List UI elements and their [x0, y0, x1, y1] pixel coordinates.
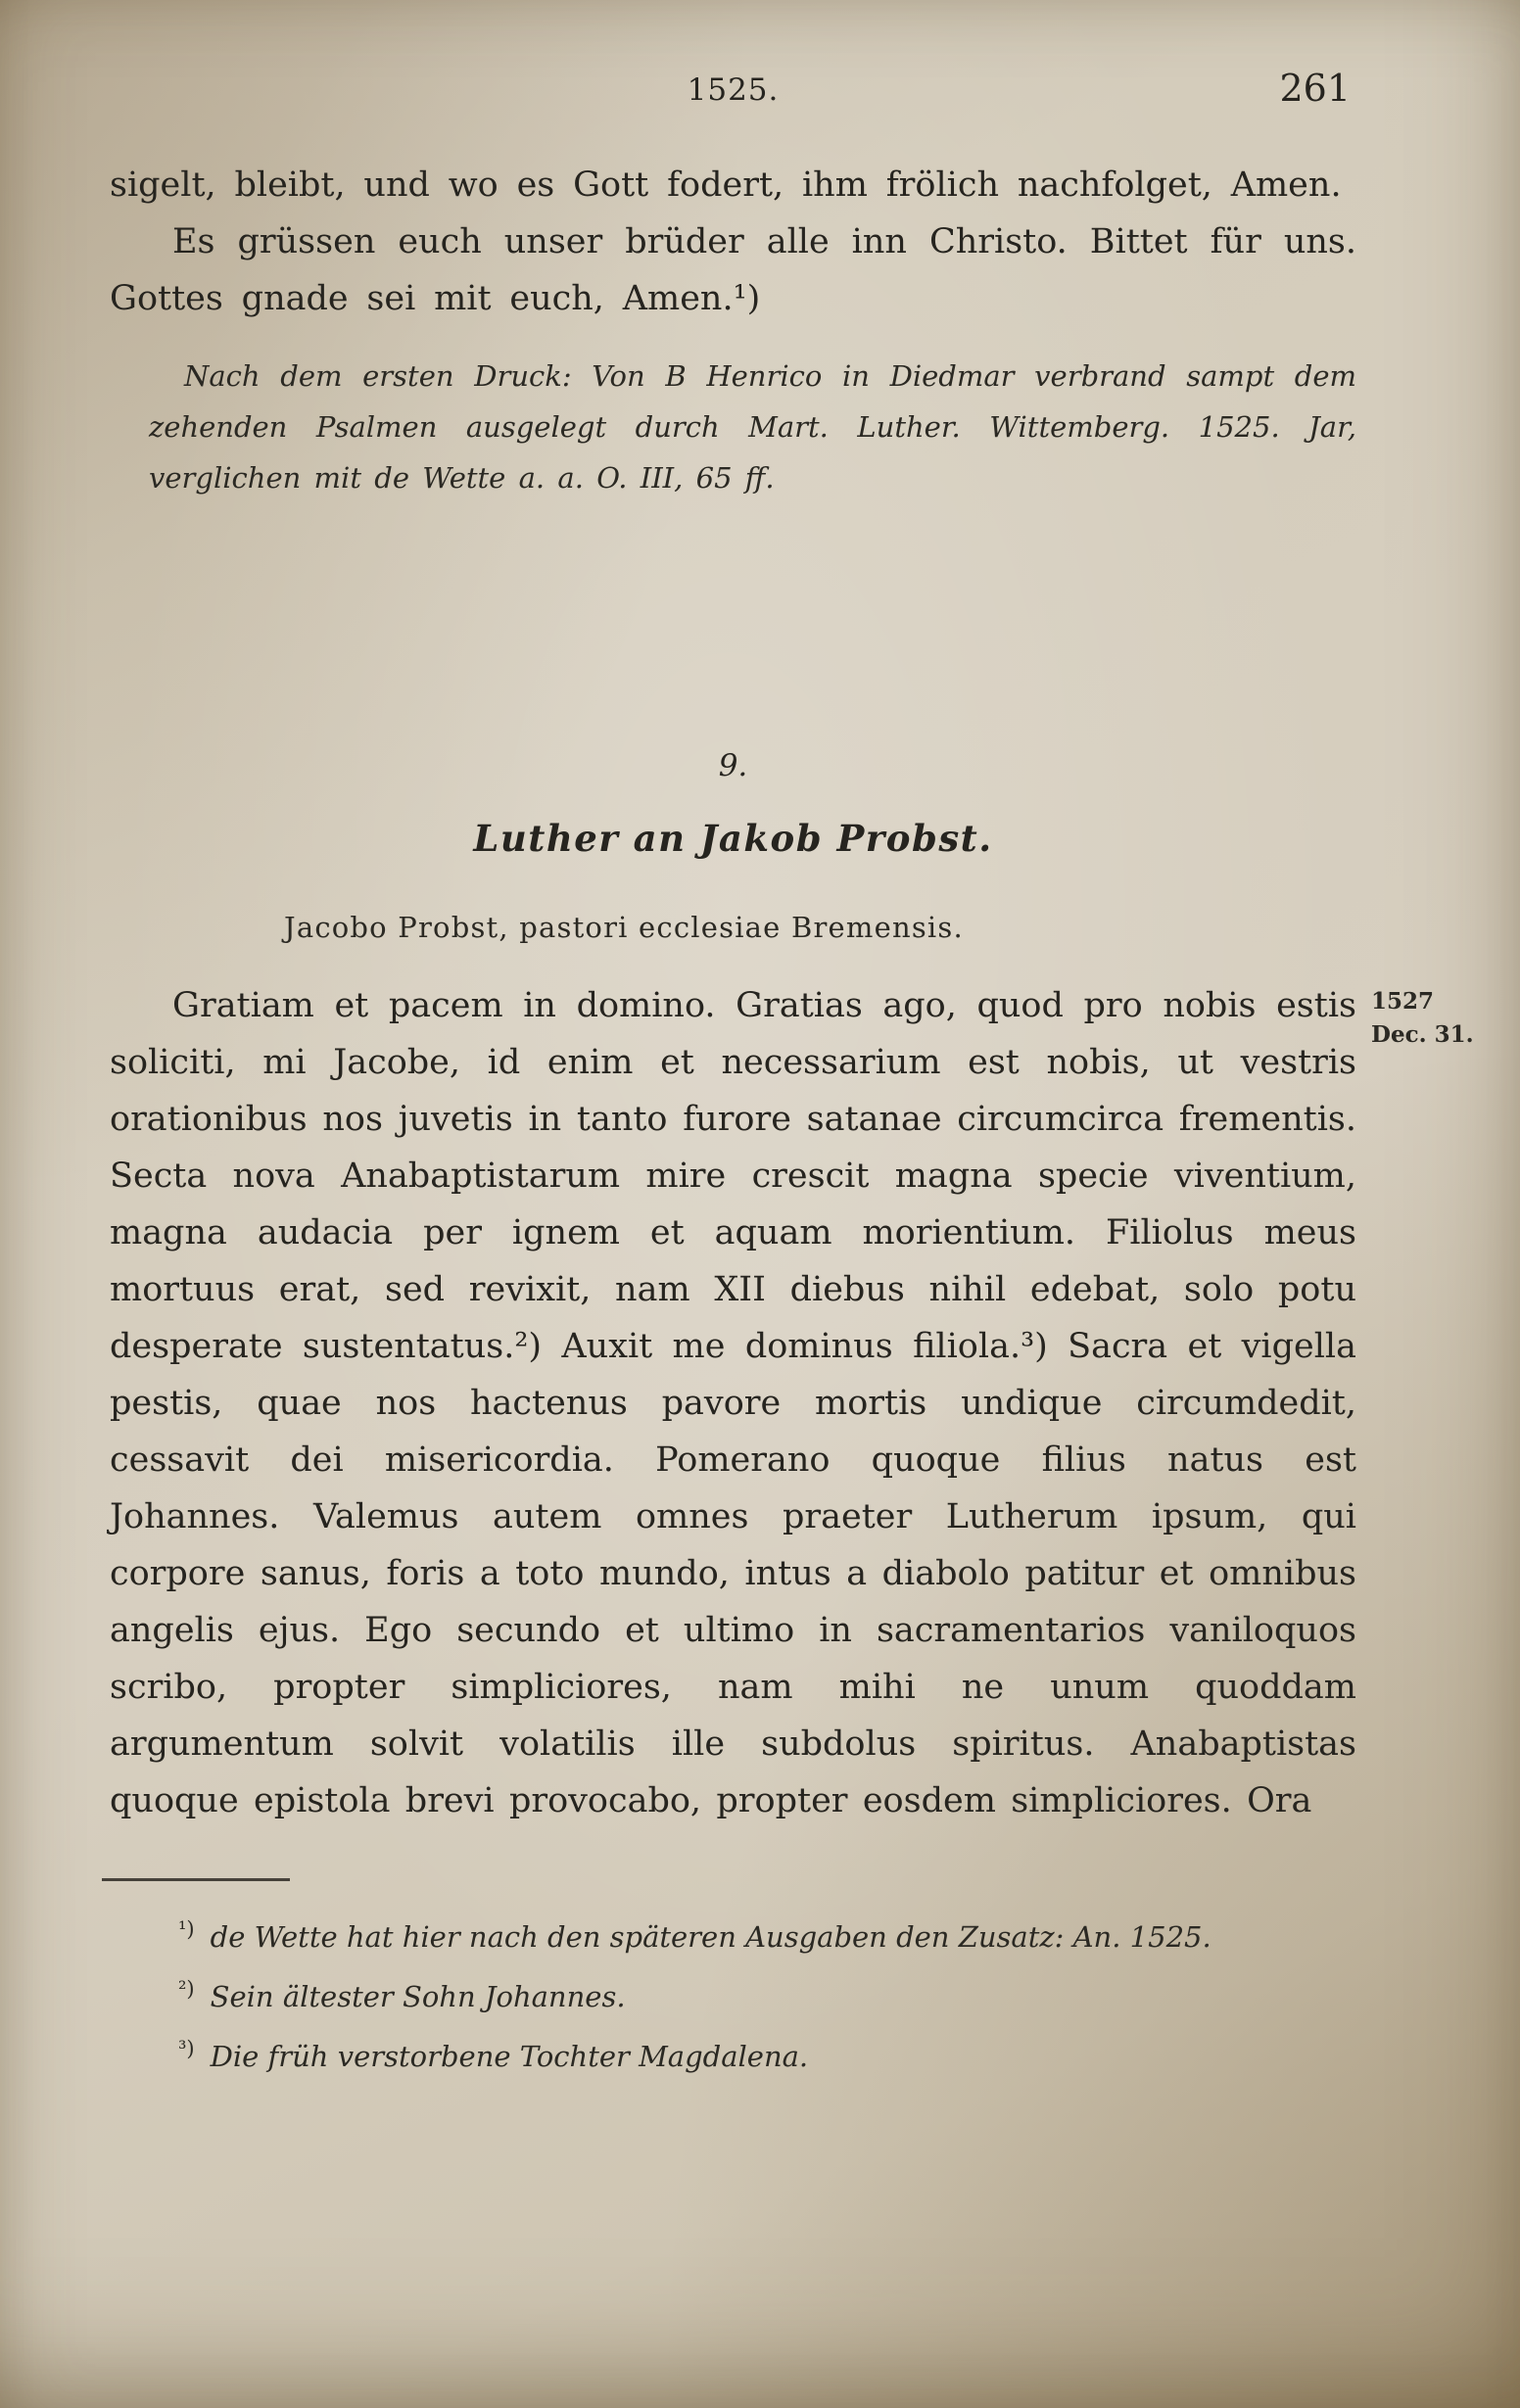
- margin-note-year: 1527: [1371, 988, 1435, 1015]
- paragraph-greeting: Es grüssen euch unser brüder alle inn Christo. Bittet für uns. Gottes gnade sei mit euch, Amen.¹): [110, 222, 1356, 318]
- running-head-year: 1525.: [687, 72, 780, 108]
- letter-body-section: [110, 977, 1474, 1829]
- footnote-1-marker: ¹): [178, 1917, 195, 1941]
- footnote-3-marker: ³): [178, 2037, 195, 2060]
- letter-salutation: Jacobo Probst, pastori ecclesiae Bremensis.: [284, 911, 964, 944]
- footnote-2-text: Sein ältester Sohn Johannes.: [210, 1980, 626, 2013]
- page-header: [110, 67, 1356, 123]
- footnote-3: [178, 2028, 1356, 2088]
- footnote-3-text: Die früh verstorbene Tochter Magdalena.: [210, 2040, 809, 2073]
- footnote-2-marker: ²): [178, 1977, 195, 2001]
- footnote-1-text: de Wette hat hier nach den späteren Ausgaben den Zusatz: An. 1525.: [210, 1920, 1211, 1954]
- source-note: Nach dem ersten Druck: Von B Henrico in Diedmar verbrand sampt dem zehenden Psalmen ausgelegt durch Mart. Luther. Wittemberg. 1525. Jar, verglichen mit de Wette a. a. O. III, 65 ff.: [149, 359, 1356, 495]
- letter-body: Gratiam et pacem in domino. Gratias ago, quod pro nobis estis soliciti, mi Jacobe, id enim et necessarium est nobis, ut vestris orationibus nos juvetis in tanto furore satanae circumcirca frementis. Secta nova Anabaptistarum mire crescit magna specie viventium, magna audacia per ignem et aquam morientium. Filiolus meus mortuus erat, sed revixit, nam XII diebus nihil edebat, solo potu desperate sustentatus.²) Auxit me dominus filiola.³) Sacra et vigella pestis, quae nos hactenus pavore mortis undique circumdedit, cessavit dei misericordia. Pomerano quoque filius natus est Johannes. Valemus autem omnes praeter Lutherum ipsum, qui corpore sanus, foris a toto mundo, intus a diabolo patitur et omnibus angelis ejus. Ego secundo et ultimo in sacramentarios vaniloquos scribo, propter simpliciores, nam mihi ne unum quoddam argumentum solvit volatilis ille subdolus spiritus. Anabaptistas quoque epistola brevi provocabo, propter eosdem simpliciores. Ora: [110, 986, 1356, 1820]
- section-number: 9.: [718, 748, 748, 783]
- margin-note-date: Dec. 31.: [1371, 1021, 1474, 1048]
- page-number: 261: [1279, 67, 1351, 110]
- footnote-1: [178, 1909, 1356, 1968]
- paragraph-continuation: sigelt, bleibt, und wo es Gott fodert, ihm frölich nachfolget, Amen.: [110, 165, 1342, 205]
- footnote-divider: [102, 1878, 290, 1881]
- letter-title: Luther an Jakob Probst.: [473, 817, 993, 860]
- margin-date-note: [1371, 985, 1503, 1052]
- footnotes: [178, 1909, 1356, 2088]
- text-block: [110, 67, 1474, 2088]
- footnote-2: [178, 1968, 1356, 2028]
